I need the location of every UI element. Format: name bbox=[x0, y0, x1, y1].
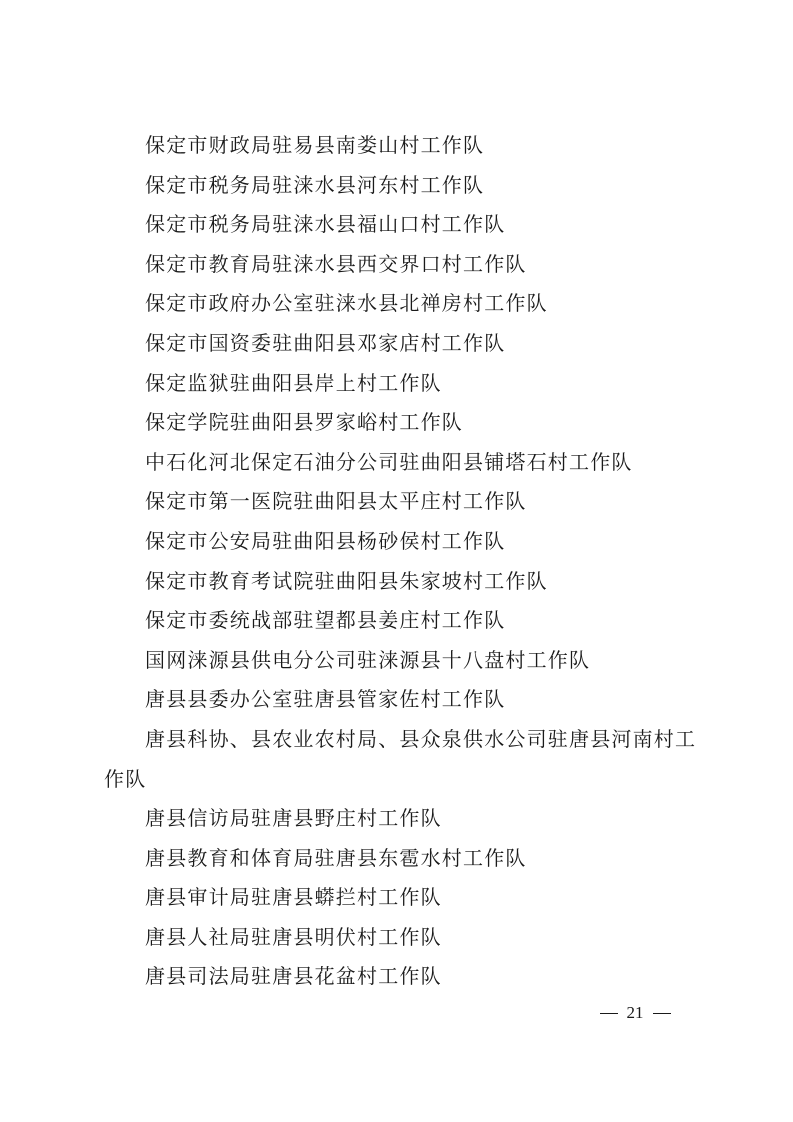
entry-text: 保定市公安局驻曲阳县杨砂侯村工作队 bbox=[145, 528, 506, 553]
list-item bbox=[104, 284, 704, 324]
list-item bbox=[104, 799, 704, 839]
page-number-text: 21 bbox=[626, 1003, 644, 1023]
entry-text: 唐县人社局驻唐县明伏村工作队 bbox=[145, 924, 442, 949]
list-item bbox=[104, 364, 704, 404]
entry-text: 中石化河北保定石油分公司驻曲阳县铺塔石村工作队 bbox=[145, 449, 633, 474]
list-item bbox=[104, 126, 704, 166]
entry-text: 国网涞源县供电分公司驻涞源县十八盘村工作队 bbox=[145, 647, 591, 672]
list-item bbox=[104, 878, 704, 918]
list-item bbox=[104, 957, 704, 997]
entry-text: 唐县教育和体育局驻唐县东雹水村工作队 bbox=[145, 845, 527, 870]
list-item bbox=[104, 720, 704, 799]
list-item bbox=[104, 245, 704, 285]
list-item bbox=[104, 403, 704, 443]
list-item bbox=[104, 641, 704, 681]
entry-text: 保定市税务局驻涞水县福山口村工作队 bbox=[145, 212, 506, 237]
entry-text: 保定市第一医院驻曲阳县太平庄村工作队 bbox=[145, 489, 527, 514]
entry-text: 唐县县委办公室驻唐县管家佐村工作队 bbox=[145, 687, 506, 712]
dash-right bbox=[653, 1013, 671, 1014]
list-item bbox=[104, 443, 704, 483]
page-number bbox=[590, 1000, 680, 1025]
list-item bbox=[104, 601, 704, 641]
entry-text: 保定市委统战部驻望都县姜庄村工作队 bbox=[145, 608, 506, 633]
work-team-list bbox=[104, 126, 704, 997]
entry-text: 保定监狱驻曲阳县岸上村工作队 bbox=[145, 370, 442, 395]
dash-left bbox=[600, 1013, 618, 1014]
list-item bbox=[104, 324, 704, 364]
entry-text: 唐县司法局驻唐县花盆村工作队 bbox=[145, 964, 442, 989]
entry-text: 保定市税务局驻涞水县河东村工作队 bbox=[145, 172, 485, 197]
list-item bbox=[104, 166, 704, 206]
entry-text: 保定学院驻曲阳县罗家峪村工作队 bbox=[145, 410, 463, 435]
list-item bbox=[104, 680, 704, 720]
list-item bbox=[104, 482, 704, 522]
list-item bbox=[104, 562, 704, 602]
entry-text: 保定市政府办公室驻涞水县北禅房村工作队 bbox=[145, 291, 548, 316]
entry-text: 保定市教育考试院驻曲阳县朱家坡村工作队 bbox=[145, 568, 548, 593]
list-item bbox=[104, 839, 704, 879]
list-item bbox=[104, 918, 704, 958]
entry-text: 保定市国资委驻曲阳县邓家店村工作队 bbox=[145, 330, 506, 355]
entry-text: 唐县审计局驻唐县蟒拦村工作队 bbox=[145, 885, 442, 910]
entry-text: 唐县科协、县农业农村局、县众泉供水公司驻唐县河南村工 bbox=[145, 726, 697, 751]
entry-text: 保定市教育局驻涞水县西交界口村工作队 bbox=[145, 251, 527, 276]
entry-text: 唐县信访局驻唐县野庄村工作队 bbox=[145, 806, 442, 831]
entry-text: 保定市财政局驻易县南娄山村工作队 bbox=[145, 133, 485, 157]
entry-text-continuation: 作队 bbox=[104, 766, 147, 791]
list-item bbox=[104, 522, 704, 562]
list-item bbox=[104, 205, 704, 245]
